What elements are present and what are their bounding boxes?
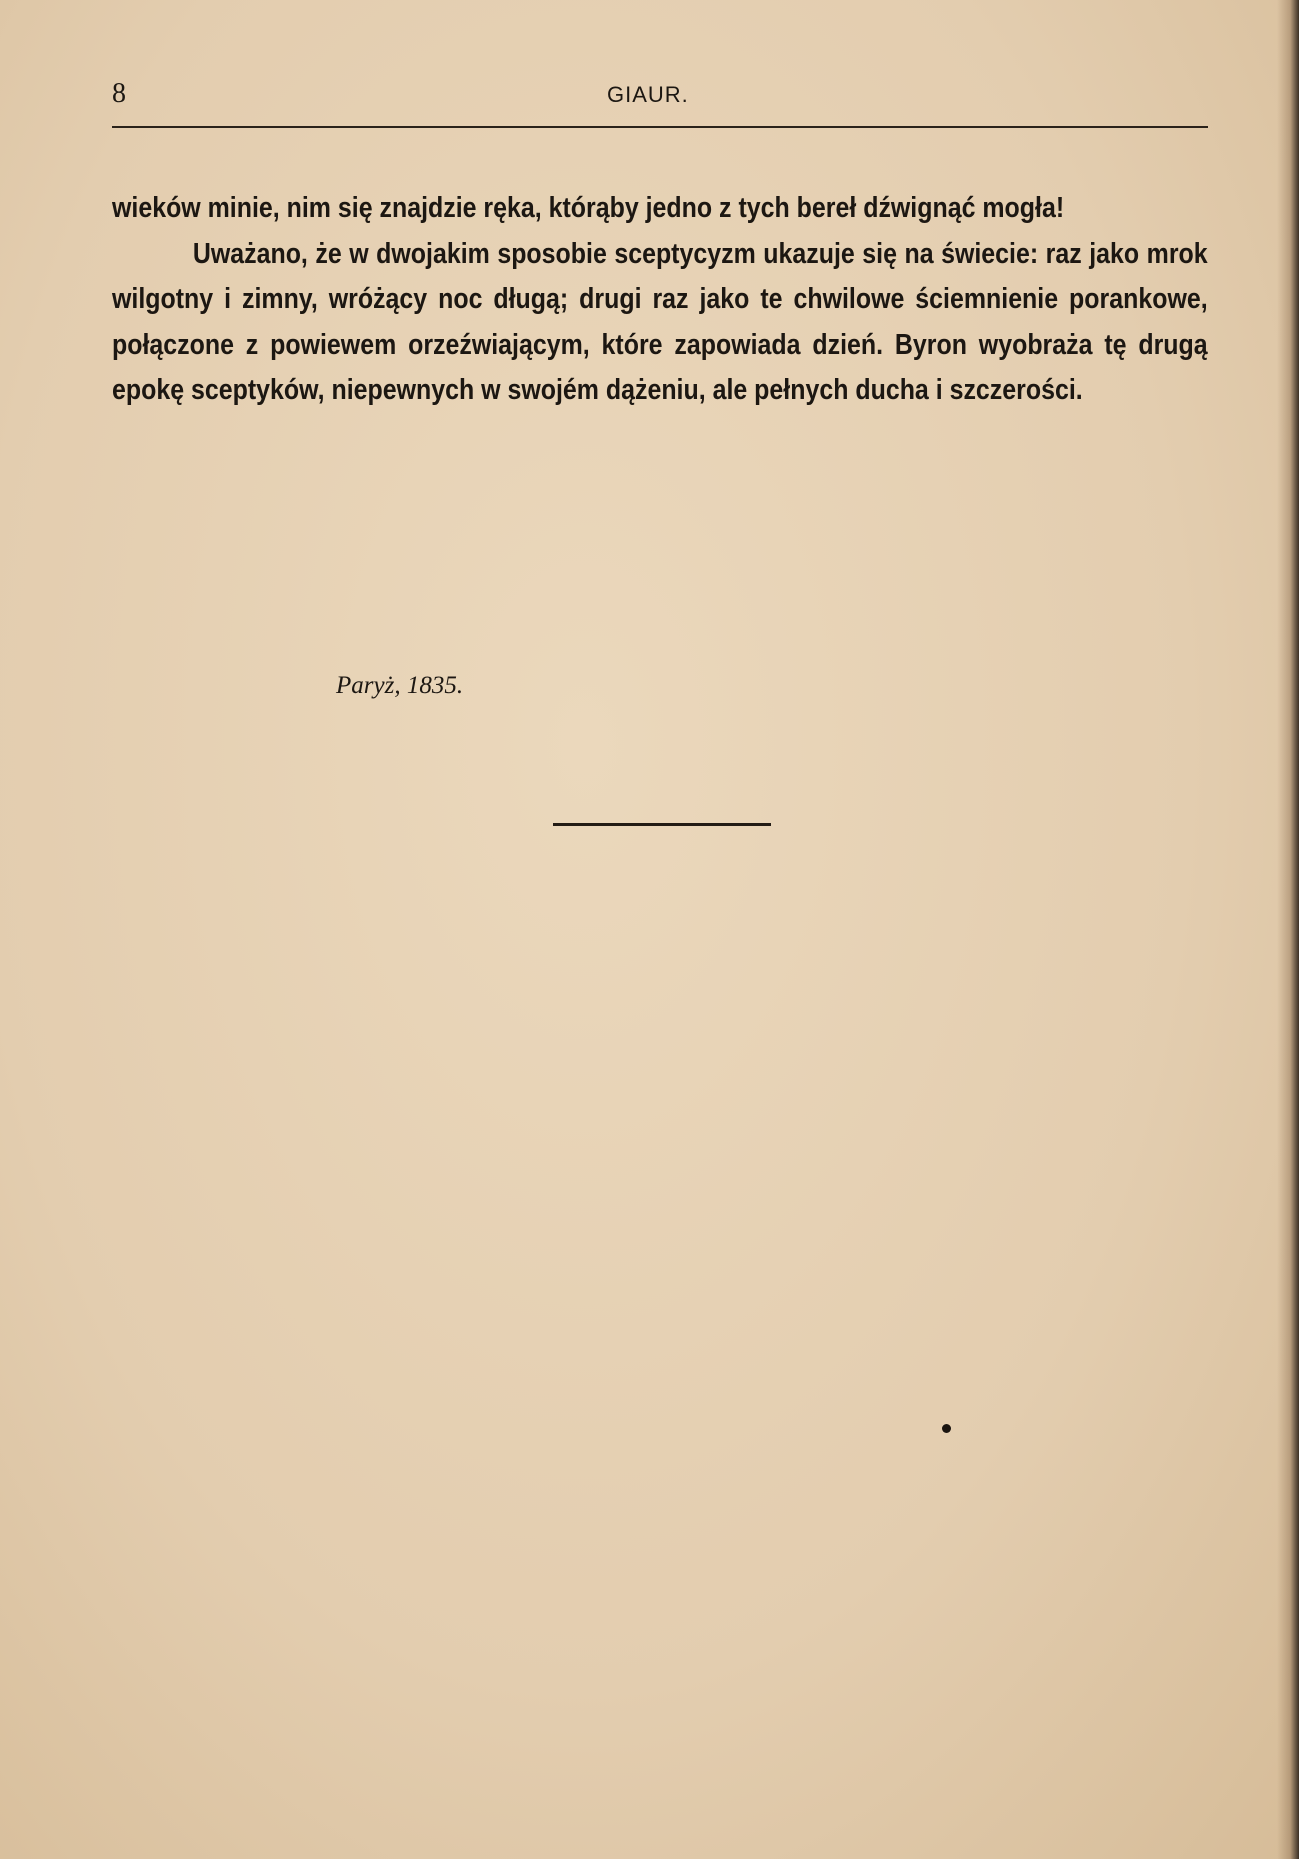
header-rule — [112, 126, 1208, 128]
page-edge-shadow — [1277, 0, 1299, 1859]
page-number: 8 — [112, 78, 126, 109]
running-title: GIAUR. — [607, 82, 689, 107]
end-rule — [553, 823, 771, 826]
body-text — [112, 186, 1208, 414]
page-header — [112, 78, 1208, 114]
paragraph-1: wieków minie, nim się znajdzie ręka, którąby jedno z tych bereł dźwignąć mogła! — [112, 192, 1065, 224]
ink-speck — [942, 1424, 951, 1433]
paragraph-2: Uważano, że w dwojakim sposobie sceptycyzm ukazuje się na świecie: raz jako mrok wilgotny i zimny, wróżący noc długą; drugi raz jako te chwilowe ściemnienie porankowe, połączone z powiewem orzeźwiającym, które zapowiada dzień. Byron wyobraża tę drugą epokę sceptyków, niepewnych w swojém dążeniu, ale pełnych ducha i szczerości. — [112, 237, 1208, 406]
dateline: Paryż, 1835. — [336, 672, 464, 699]
